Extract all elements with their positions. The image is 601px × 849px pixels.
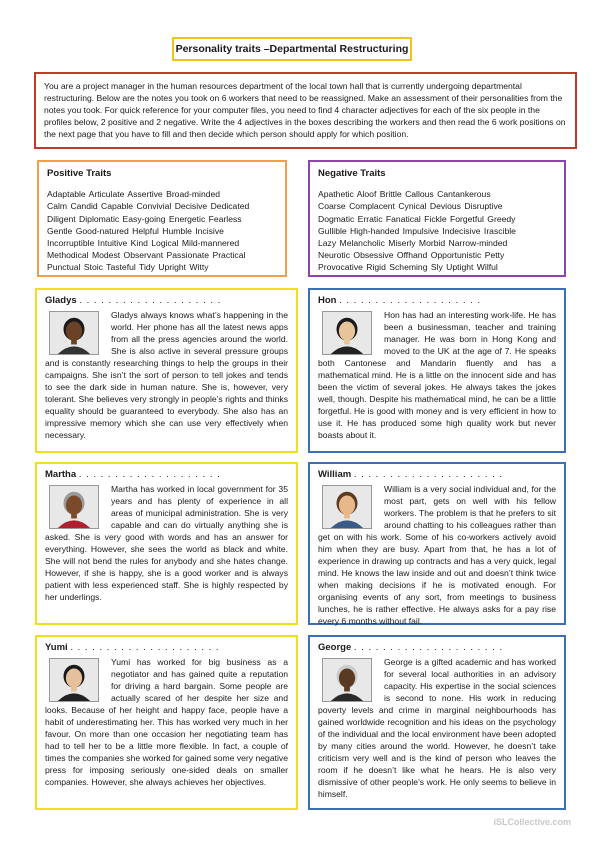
negative-traits-box <box>308 160 566 277</box>
trait-line: Incorruptible Intuitive Kind Logical Mild-mannered <box>47 238 240 249</box>
worker-name: George . . . . . . . . . . . . . . . . . . . . . <box>318 642 504 653</box>
instructions-box: You are a project manager in the human resources department of the local town hall that is currently undergoing departmental restructuring. Below are the notes you took on 6 workers that need to be reassigned. Make an assessment of their personalities from the notes you took. For quick reference for your computer files, you need to find 4 character adjectives for each of the six people in the profiles below, 2 positive and 2 negative. Write the 4 adjectives in the boxes describing the workers and then read the 6 work positions on the next page that you have to fill and then decide which person should apply for which position. <box>34 72 577 149</box>
worker-card-william <box>308 462 566 625</box>
trait-line: Apathetic Aloof Brittle Callous Cantankerous <box>318 189 491 200</box>
worker-name: William . . . . . . . . . . . . . . . . . . . . . <box>318 469 504 480</box>
trait-line: Coarse Complacent Cynical Devious Disruptive <box>318 201 503 212</box>
trait-line: Provocative Rigid Scheming Sly Uptight Wilful <box>318 262 498 273</box>
negative-traits-list <box>318 188 556 273</box>
worker-photo <box>49 658 99 702</box>
trait-line: Gullible High-handed Impulsive Indecisive Irascible <box>318 225 516 236</box>
worker-photo <box>49 311 99 355</box>
worker-name: Martha . . . . . . . . . . . . . . . . . . . . <box>45 469 221 480</box>
worker-name: Yumi . . . . . . . . . . . . . . . . . . . . . <box>45 642 220 653</box>
worker-card-martha <box>35 462 298 625</box>
worker-description: Yumi has worked for big business as a negotiator and has gained quite a reputation for driving a hard bargain. Some people are actually scared of her despite her size and looks. Because of her height and happy face, people have a habit of underestimating her. This has worked very much in her favour. On more than one occasion her negotiating team has had to tell her to be a little more flexible. In fact, a couple of times the companies she worked for gained some very negative press for imposing seriously one-sided deals on smaller companies. However, she always achieves her objectives. <box>45 657 288 787</box>
portrait-icon <box>50 486 98 528</box>
trait-line: Adaptable Articulate Assertive Broad-minded <box>47 189 221 200</box>
worker-photo <box>322 658 372 702</box>
worker-description: Hon has had an interesting work-life. He has been a businessman, teacher and training manager. He was born in Hong Kong and moved to the UK at the age of 7. He speaks both Cantonese and Mandarin fluently and has a mathematical mind. He is a little on the innocent side and has been the victim of several jokes. He always takes the jokes well, though. Despite his mathematical mind, he can be a little forgetful. He is good with money and is very efficient in how to use it. He has produced some high quality work but never boasts about it. <box>318 310 556 440</box>
worker-description: William is a very social individual and, for the most part, gets on well with his fellow workers. The problem is that he prefers to sit around chatting to his colleagues rather than get on with his work. Some of his co-workers actively avoid him when they are busy. Apart from that, he has a lot of experience in drawing up contracts and has a very quick, legal mind. He knows the law inside and out and doesn’t think twice when making decisions if he is motivated enough. For organising events of any sort, from meetings to business lunches, he is rather effective. He always asks for a pay rise every 6 months without fail. <box>318 484 556 626</box>
trait-line: Dogmatic Erratic Fanatical Fickle Forgetful Greedy <box>318 213 516 224</box>
trait-line: Calm Candid Capable Convivial Decisive Dedicated <box>47 201 250 212</box>
worker-name: Gladys . . . . . . . . . . . . . . . . . . . . <box>45 295 222 306</box>
worker-card-gladys <box>35 288 298 453</box>
trait-line: Lazy Melancholic Miserly Morbid Narrow-minded <box>318 238 508 249</box>
portrait-icon <box>323 659 371 701</box>
worker-photo <box>322 311 372 355</box>
positive-traits-heading: Positive Traits <box>47 168 112 179</box>
worker-name: Hon . . . . . . . . . . . . . . . . . . . . <box>318 295 482 306</box>
worker-card-yumi <box>35 635 298 810</box>
portrait-icon <box>50 312 98 354</box>
worker-description: Gladys always knows what’s happening in the world. Her phone has all the latest news apps from all the press agencies around the world. She is also active in several pressure groups and is constantly researching things to help the groups in their campaigns. She isn’t the sort of person to tell jokes and tends to see the dark side in human nature. She is, however, very tolerant. She believes very strongly in people’s rights and thinks equality should be guaranteed to everybody. She also has an impressive memory which she can use very effectively when necessary. <box>45 310 288 440</box>
trait-line: Neurotic Obsessive Offhand Opportunistic Petty <box>318 250 505 261</box>
trait-line: Methodical Modest Observant Passionate Practical <box>47 250 246 261</box>
worker-card-hon <box>308 288 566 453</box>
worker-description: Martha has worked in local government for 35 years and has plenty of experience in all areas of municipal administration. She is very capable and can do virtually anything she is asked. She is very good with words and has an answer for everything. However, she sees the world as black and white. She will not bend the rules for anybody and she hates change. However, if she is happy, she is a good worker and is always patient with less experienced staff. She is highly respected by her underlings. <box>45 484 288 602</box>
worker-description: George is a gifted academic and has worked for several local authorities in an advisory capacity. His expertise in the social sciences is second to none. His work in reducing poverty levels and crime in marginal neighbourhoods has gained worldwide recognition and his ideas on the psychology of the individual and the local environment have been adopted by many cities around the world. However, he doesn’t take criticism very well and is the kind of person who leaves the room if he doesn’t like what he hears. He is also very dismissive of other people’s work. He only seems to believe in himself. <box>318 657 556 799</box>
portrait-icon <box>50 659 98 701</box>
page-title: Personality traits –Departmental Restructuring <box>172 37 412 61</box>
trait-line: Diligent Diplomatic Easy-going Energetic Fearless <box>47 213 242 224</box>
portrait-icon <box>323 312 371 354</box>
negative-traits-heading: Negative Traits <box>318 168 386 179</box>
trait-line: Punctual Stoic Tasteful Tidy Upright Witty <box>47 262 209 273</box>
positive-traits-list <box>47 188 277 273</box>
watermark: iSLCollective.com <box>493 817 571 827</box>
portrait-icon <box>323 486 371 528</box>
positive-traits-box <box>37 160 287 277</box>
worker-photo <box>49 485 99 529</box>
worker-card-george <box>308 635 566 810</box>
trait-line: Gentle Good-natured Helpful Humble Incisive <box>47 225 224 236</box>
worker-photo <box>322 485 372 529</box>
